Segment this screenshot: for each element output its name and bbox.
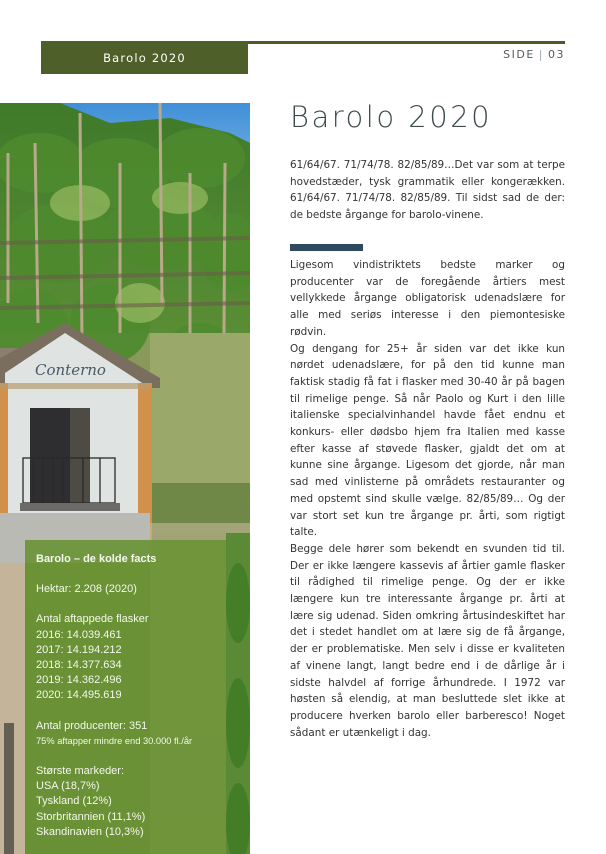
article-body <box>290 257 565 741</box>
article-paragraph: Begge dele hører som bekendt en svunden tid til. Der er ikke længere kassevis af årtier gamle flasker til rådighed til rimelige penge. Og der er ikke længere kun tre interessante årgange pr. årti at lære sig udenad. Siden omkring årtusindeskiftet har det i stedet handlet om at lære sig de få årgange, der er problematiske. Men selv i disse er kvaliteten af vinene langt, langt bedre end i de dårlige år i sidste halvdel af forrige århundrede. I 1972 var høsten så elendig, at man besluttede slet ikke at producere hverken barolo eller barberesco! Noget sådant er utænkeligt i dag. <box>290 542 565 739</box>
article-intro: 61/64/67. 71/74/78. 82/85/89…Det var som at terpe hovedstæder, tysk grammatik eller kongerækken. 61/64/67. 71/74/78. 82/85/89. Til sidst sad de der: de bedste årgange for barolo-vinene. <box>290 159 565 222</box>
facts-bottles-item: 2016: 14.039.461 <box>36 628 122 641</box>
facts-title: Barolo – de kolde facts <box>36 553 157 565</box>
header-title: Barolo 2020 <box>103 50 186 65</box>
article-title: Barolo 2020 <box>290 100 493 134</box>
page-number: 03 <box>548 48 565 61</box>
facts-markets-heading: Største markeder: <box>36 765 125 778</box>
facts-market-item: Tyskland (12%) <box>36 795 112 808</box>
facts-bottles-item: 2020: 14.495.619 <box>36 689 122 702</box>
facts-bottles-item: 2017: 14.194.212 <box>36 643 122 656</box>
page-number-label <box>503 48 565 61</box>
facts-market-item: Skandinavien (10,3%) <box>36 825 144 838</box>
article-paragraph: Og dengang for 25+ år siden var det ikke kun nørdet udenadslære, for på den tid kunne man faktisk stadig få fat i flasker med 30-40 år på bagen til rimelige penge. Så når Paolo og Kurt i den lille italienske specialvinhandel havde fået endnu et konkurs- eller dødsbo hjem fra Italien med kasse efter kasse af støvede flasker, gjaldt det om at kunne sine årgange. Ligesom det gjorde, når man sad med vinlisterne på områdets restauranter og med opstemt sind skulle vælge. 82/85/89… Og der var stort set kun tre årgange pr. årti, som rigtigt talte. <box>290 342 565 539</box>
facts-box <box>25 540 226 854</box>
facts-market-item: USA (18,7%) <box>36 780 100 793</box>
facts-bottles-item: 2019: 14.362.496 <box>36 674 122 687</box>
page-label: SIDE <box>503 48 535 61</box>
facts-producers-note: 75% aftapper mindre end 30.000 fl./år <box>36 735 193 746</box>
facts-market-item: Storbritannien (11,1%) <box>36 810 146 823</box>
facts-producers: Antal producenter: 351 <box>36 719 148 732</box>
facts-bottles-heading: Antal aftappede flasker <box>36 613 149 626</box>
facts-bottles-item: 2018: 14.377.634 <box>36 659 122 672</box>
facts-hectares: Hektar: 2.208 (2020) <box>36 583 137 596</box>
header-title-tab <box>41 41 248 74</box>
page-separator: | <box>538 48 544 61</box>
house-sign: Conterno <box>35 361 106 379</box>
section-divider <box>290 244 363 251</box>
article-paragraph: Ligesom vindistriktets bedste marker og producenter var de foregående årtiers mest vellykkede årgange obligatorisk udenadslære for alle med seriøs interesse i den piemontesiske rødvin. <box>290 259 565 338</box>
